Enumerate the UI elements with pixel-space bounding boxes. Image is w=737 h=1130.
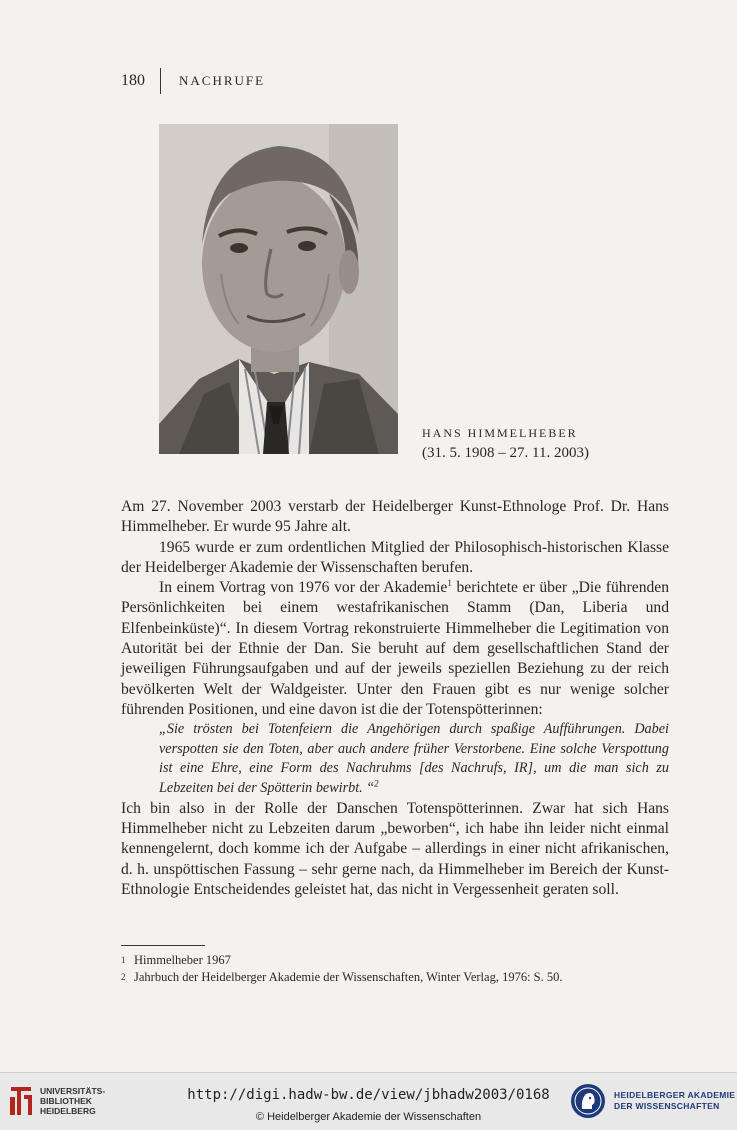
academy-name-line: DER WISSENSCHAFTEN (614, 1101, 720, 1111)
footnote-2 (121, 969, 563, 986)
footnotes (121, 952, 563, 986)
academy-name (614, 1090, 735, 1112)
obituary-text (121, 497, 669, 900)
block-quote (159, 720, 669, 798)
paragraph-3-rest: berichtete er über „Die führenden Persönlichkeiten bei einem westafrikanischen Stamm (Dan, Liberia und Elfenbeinküste)“. In diesem Vortrag rekonstruierte Himmelheber die Legitimation von Autorität bei der Ethnie der Dan. Sie beruht auf dem gesellschaftlichen Stand der jeweiligen Führungsaufgaben und auf der jeweils speziellen Beziehung zu der reich bevölkerten Welt der Waldgeister. Unter den Frauen gibt es nur wenige solcher führenden Positionen, und eine davon ist die der Totenspötterinnen: (121, 579, 670, 718)
footnote-ref-2[interactable]: 2 (374, 778, 379, 789)
paragraph-2: 1965 wurde er zum ordentlichen Mitglied der Philosophisch-historischen Klasse der Heidelberger Akademie der Wissenschaften berufen. (121, 538, 669, 576)
paragraph-3 (121, 578, 669, 720)
footnote-text: Jahrbuch der Heidelberger Akademie der Wissenschaften, Winter Verlag, 1976: S. 50. (134, 970, 563, 984)
running-head (121, 70, 265, 92)
photo-caption (422, 423, 589, 463)
section-title: NACHRUFE (179, 73, 266, 88)
document-url[interactable]: http://digi.hadw-bw.de/view/jbhadw2003/0168 (187, 1087, 550, 1103)
portrait-illustration (159, 124, 398, 454)
paragraph-4: Ich bin also in der Rolle der Danschen Totenspötterinnen. Zwar hat sich Hans Himmelheber nicht zu Lebzeiten darum „beworben“, ich habe ihn leider nicht einmal kennengelernt, doch komme ich der Aufgabe – allerdings in einer nicht afrikanischen, d. h. unspöttischen Fassung – sehr gerne nach, da Himmelheber im Bereich der Kunst-Ethnologie Entscheidendes geleistet hat, das nicht in Vergessenheit geraten soll. (121, 799, 669, 898)
paragraph-1: Am 27. November 2003 verstarb der Heidelberger Kunst-Ethnologe Prof. Dr. Hans Himmelheber. Er wurde 95 Jahre alt. (121, 498, 669, 536)
footnote-number: 1 (121, 955, 126, 965)
paragraph-3-start: In einem Vortrag von 1976 vor der Akademie (159, 579, 448, 597)
copyright-notice: © Heidelberger Akademie der Wissenschaften (255, 1111, 482, 1123)
academy-logo[interactable] (570, 1083, 735, 1119)
library-name-line: UNIVERSITÄTS- (40, 1086, 106, 1096)
library-name-line: BIBLIOTHEK (40, 1096, 92, 1106)
portrait-photo (159, 124, 398, 454)
caption-name: HANS HIMMELHEBER (422, 426, 578, 440)
viewer-footer (0, 1072, 737, 1130)
academy-seal-icon (570, 1083, 606, 1119)
footnote-1 (121, 952, 563, 969)
academy-name-line: HEIDELBERGER AKADEMIE (614, 1090, 736, 1100)
footnote-number: 2 (121, 972, 126, 982)
footnote-ref-1[interactable]: 1 (447, 578, 452, 588)
footnote-text: Himmelheber 1967 (134, 953, 231, 967)
library-name-line: HEIDELBERG (40, 1106, 96, 1116)
quote-text: „Sie trösten bei Totenfeiern die Angehörigen durch spaßige Aufführungen. Dabei verspotten sie den Toten, aber auch andere früher Verstorbene. Eine solche Verspottung ist eine Ehre, eine Form des Nachruhms [des Nachrufs, IR], um die man sich zu Lebzeiten bei der Spötterin bewirbt. “ (159, 721, 669, 797)
page-number: 180 (121, 72, 145, 89)
footnote-divider (121, 945, 205, 946)
caption-dates: (31. 5. 1908 – 27. 11. 2003) (422, 445, 589, 461)
